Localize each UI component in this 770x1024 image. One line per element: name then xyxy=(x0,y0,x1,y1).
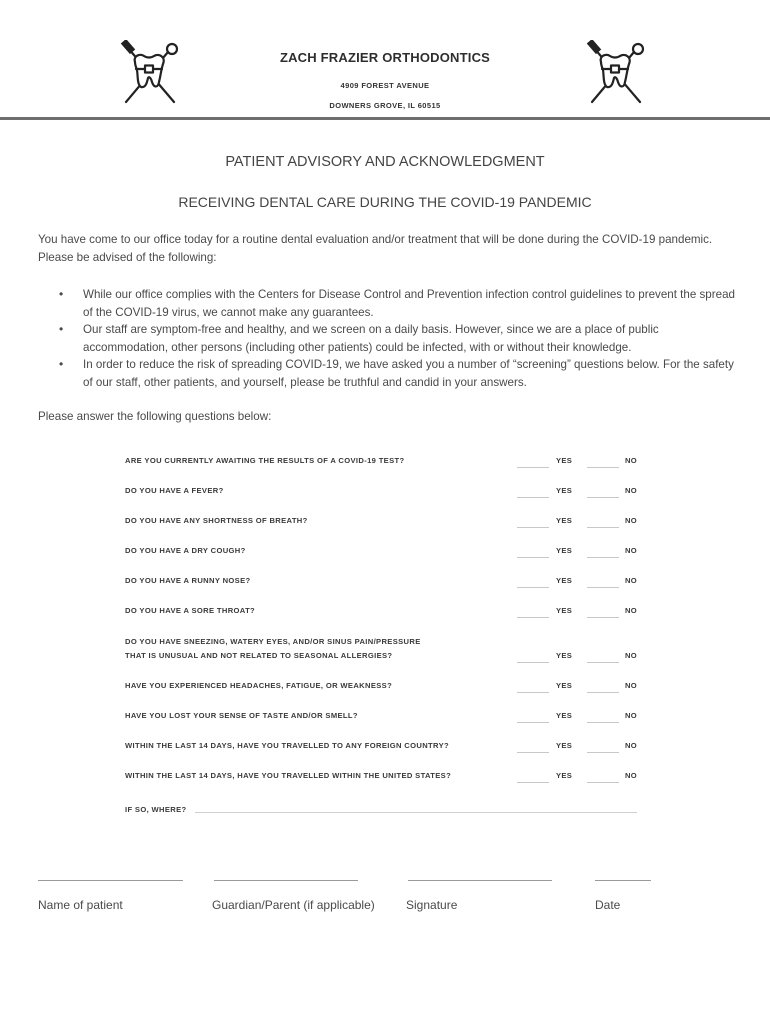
no-label: NO xyxy=(625,576,637,585)
bullet-icon: • xyxy=(59,322,64,336)
no-label: NO xyxy=(625,546,637,555)
question-text: ARE YOU CURRENTLY AWAITING THE RESULTS OF A COVID-19 TEST? xyxy=(125,456,405,465)
no-label: NO xyxy=(625,456,637,465)
yes-label: YES xyxy=(556,711,573,720)
question-row xyxy=(125,438,645,468)
tooth-braces-logo-icon xyxy=(584,40,648,106)
list-item-text: Our staff are symptom-free and healthy, and we screen on a daily basis. However, since we are a place of public accommodation, other persons (including other patients) could be infected, with or without their knowledge. xyxy=(83,323,659,354)
yes-label: YES xyxy=(556,546,573,555)
no-label: NO xyxy=(625,606,637,615)
question-text: DO YOU HAVE ANY SHORTNESS OF BREATH? xyxy=(125,516,308,525)
question-text: WITHIN THE LAST 14 DAYS, HAVE YOU TRAVELLED WITHIN THE UNITED STATES? xyxy=(125,771,452,780)
no-label: NO xyxy=(625,516,637,525)
question-text: WITHIN THE LAST 14 DAYS, HAVE YOU TRAVELLED TO ANY FOREIGN COUNTRY? xyxy=(125,741,449,750)
advisory-list xyxy=(38,286,738,391)
date-line[interactable] xyxy=(595,880,651,881)
date-label: Date xyxy=(595,898,621,912)
question-text: DO YOU HAVE A RUNNY NOSE? xyxy=(125,576,251,585)
question-row xyxy=(125,588,645,618)
question-text: DO YOU HAVE SNEEZING, WATERY EYES, AND/OR SINUS PAIN/PRESSURE THAT IS UNUSUAL AND NOT RELATED TO SEASONAL ALLERGIES? xyxy=(125,637,421,660)
question-row xyxy=(125,693,645,723)
patient-name-label: Name of patient xyxy=(38,898,123,912)
question-row xyxy=(125,723,645,753)
question-row xyxy=(125,618,645,663)
no-label: NO xyxy=(625,741,637,750)
no-label: NO xyxy=(625,681,637,690)
yes-label: YES xyxy=(556,771,573,780)
question-row xyxy=(125,528,645,558)
no-label: NO xyxy=(625,651,637,660)
list-item-text: In order to reduce the risk of spreading COVID-19, we have asked you a number of “screening” questions below. For the safety of our staff, other patients, and yourself, please be truthful and candid in your answers. xyxy=(83,358,734,389)
question-text: HAVE YOU EXPERIENCED HEADACHES, FATIGUE, OR WEAKNESS? xyxy=(125,681,393,690)
intro-paragraph: You have come to our office today for a routine dental evaluation and/or treatment that will be done during the COVID-19 pandemic. Please be advised of the following: xyxy=(38,233,713,264)
practice-header xyxy=(200,48,570,110)
list-item xyxy=(38,321,738,356)
no-label: NO xyxy=(625,711,637,720)
yes-answer-line[interactable] xyxy=(517,782,549,783)
practice-name: ZACH FRAZIER ORTHODONTICS xyxy=(279,50,491,65)
travel-location-row xyxy=(125,800,645,814)
yes-label: YES xyxy=(556,486,573,495)
question-row xyxy=(125,558,645,588)
where-label: IF SO, WHERE? xyxy=(125,805,187,814)
guardian-label: Guardian/Parent (if applicable) xyxy=(212,898,375,912)
list-item xyxy=(38,286,738,321)
question-row xyxy=(125,498,645,528)
question-row xyxy=(125,753,645,783)
question-text: DO YOU HAVE A FEVER? xyxy=(125,486,224,495)
form-subtitle: RECEIVING DENTAL CARE DURING THE COVID-19 PANDEMIC xyxy=(178,194,592,210)
question-text: DO YOU HAVE A DRY COUGH? xyxy=(125,546,246,555)
guardian-line[interactable] xyxy=(214,880,358,881)
signature-line[interactable] xyxy=(408,880,552,881)
question-row xyxy=(125,468,645,498)
header-divider xyxy=(0,117,770,120)
no-label: NO xyxy=(625,771,637,780)
no-answer-line[interactable] xyxy=(587,782,619,783)
yes-label: YES xyxy=(556,681,573,690)
bullet-icon: • xyxy=(59,287,64,301)
no-label: NO xyxy=(625,486,637,495)
list-item xyxy=(38,356,738,391)
question-text: DO YOU HAVE A SORE THROAT? xyxy=(125,606,256,615)
yes-label: YES xyxy=(556,741,573,750)
yes-label: YES xyxy=(556,456,573,465)
where-answer-line[interactable] xyxy=(195,812,637,813)
yes-label: YES xyxy=(556,576,573,585)
yes-label: YES xyxy=(556,516,573,525)
question-text: HAVE YOU LOST YOUR SENSE OF TASTE AND/OR SMELL? xyxy=(125,711,358,720)
address-street: 4909 FOREST AVENUE xyxy=(340,81,430,90)
patient-name-line[interactable] xyxy=(38,880,183,881)
questions-intro: Please answer the following questions below: xyxy=(38,410,272,423)
bullet-icon: • xyxy=(59,357,64,371)
tooth-braces-logo-icon xyxy=(118,40,182,106)
list-item-text: While our office complies with the Centers for Disease Control and Prevention infection control guidelines to prevent the spread of the COVID-19 virus, we cannot make any guarantees. xyxy=(83,288,735,319)
yes-label: YES xyxy=(556,651,573,660)
form-title: PATIENT ADVISORY AND ACKNOWLEDGMENT xyxy=(225,154,545,170)
address-city: DOWNERS GROVE, IL 60515 xyxy=(329,101,441,110)
yes-label: YES xyxy=(556,606,573,615)
question-row xyxy=(125,663,645,693)
signature-label: Signature xyxy=(406,898,458,912)
